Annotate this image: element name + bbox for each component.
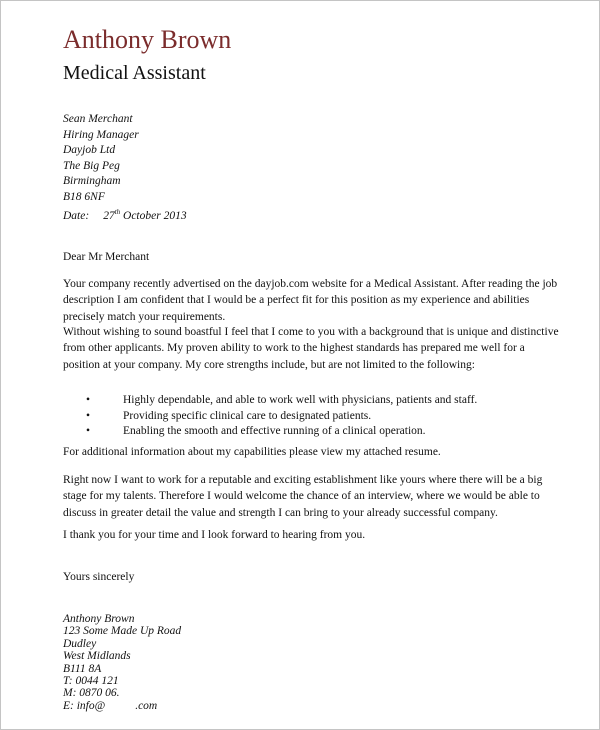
bullet-icon: • xyxy=(86,409,91,422)
signature-line: West Midlands xyxy=(63,650,131,663)
paragraph-line: stage for my talents. Therefore I would welcome the chance of an interview, where we would be able to xyxy=(63,490,540,503)
paragraph-line: Without wishing to sound boastful I feel that I come to you with a background that is unique and distinctive xyxy=(63,326,559,338)
date-month-year: October 2013 xyxy=(123,210,187,222)
salutation: Dear Mr Merchant xyxy=(63,251,150,263)
paragraph-line: discuss in greater detail the value and strength I can bring to your already successful company. xyxy=(63,506,498,519)
signature-block xyxy=(63,613,181,712)
closing: Yours sincerely xyxy=(63,571,135,583)
sender-name: Anthony Brown xyxy=(63,25,232,54)
strengths-list xyxy=(86,393,478,440)
paragraph-line: Right now I want to work for a reputable and exciting establishment like yours where there will be a big xyxy=(63,474,543,486)
paragraph-line: description I am confident that I would be a perfect fit for this position as my experience and abilities xyxy=(63,294,530,307)
letter-date xyxy=(63,208,187,222)
recipient-address xyxy=(63,112,139,206)
paragraph-thanks: I thank you for your time and I look forward to hearing from you. xyxy=(63,529,366,541)
date-suffix: th xyxy=(114,208,121,216)
signature-line: Anthony Brown xyxy=(63,613,135,625)
recipient-line: Sean Merchant xyxy=(63,113,133,125)
signature-line: M: 0870 06. xyxy=(63,687,120,700)
paragraph-strengths xyxy=(63,324,559,373)
paragraph-interest xyxy=(63,472,542,521)
bullet-icon: • xyxy=(86,425,91,438)
list-item: • Providing specific clinical care to designated patients. xyxy=(101,409,477,425)
job-title: Medical Assistant xyxy=(63,62,206,84)
list-item: • Highly dependable, and able to work well with physicians, patients and staff. xyxy=(101,393,477,409)
paragraph-line: Your company recently advertised on the dayjob.com website for a Medical Assistant. After reading the job xyxy=(63,278,558,290)
signature-line: Dudley xyxy=(63,637,97,650)
paragraph-resume: For additional information about my capabilities please view my attached resume. xyxy=(63,446,441,458)
recipient-line: Dayjob Ltd xyxy=(63,144,116,157)
bullet-icon: • xyxy=(86,394,91,406)
signature-line: B111 8A xyxy=(63,662,102,675)
recipient-line: Birmingham xyxy=(63,175,121,188)
recipient-line: Hiring Manager xyxy=(63,128,139,141)
paragraph-intro xyxy=(63,276,557,325)
signature-line: 123 Some Made Up Road xyxy=(63,625,182,638)
list-item: • Enabling the smooth and effective running of a clinical operation. xyxy=(101,424,477,440)
recipient-line: The Big Peg xyxy=(63,159,120,172)
signature-line: T: 0044 121 xyxy=(63,674,119,687)
paragraph-line: from other applicants. My proven ability to work to the highest standards has prepared me well for a xyxy=(63,342,525,355)
date-day: 27 xyxy=(103,210,115,222)
signature-email: E: info@ .com xyxy=(63,699,158,712)
paragraph-line: position at your company. My core strengths include, but are not limited to the following: xyxy=(63,358,475,371)
paragraph-line: precisely match your requirements. xyxy=(63,310,226,323)
date-label: Date: xyxy=(63,210,90,222)
recipient-line: B18 6NF xyxy=(63,190,105,203)
